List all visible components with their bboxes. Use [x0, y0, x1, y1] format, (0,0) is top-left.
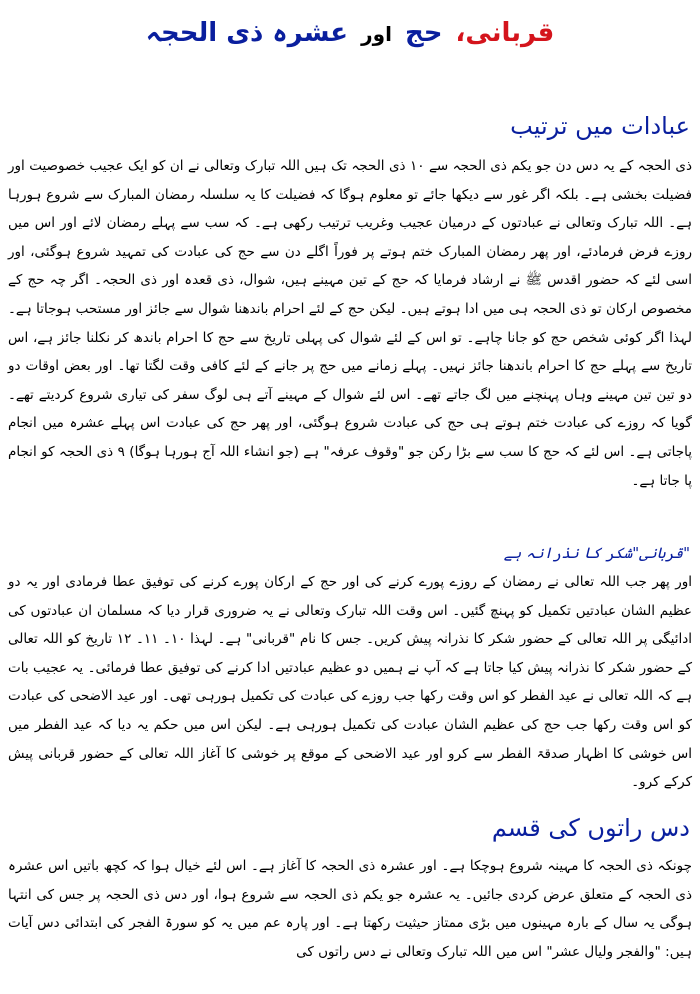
title-part-and: اور: [361, 22, 392, 46]
section-body-ibadat: ذی الحجہ کے یہ دس دن جو یکم ذی الحجہ سے ۱۰ ذی الحجہ تک ہیں اللہ تبارک وتعالی نے ان کو ایک عجیب خصوصیت اور فضیلت بخشی ہے۔ بلکہ اگر غور سے دیکھا جائے تو معلوم ہوگا کہ فضیلت کا یہ سلسلہ رمضان المبارک سے شروع ہورہا ہے۔ اللہ تبارک وتعالی نے عبادتوں کے درمیان عجیب وغریب ترتیب رکھی ہے۔ کہ سب سے پہلے رمضان لائے اور اس میں روزے فرض فرمادئے، اور پھر رمضان المبارک ختم ہوتے پر فوراً اگلے دن سے حج کی عبادت کی تمہید شروع ہوگئی، اور اسی لئے کہ حضور اقدس ﷺ نے ارشاد فرمایا کہ حج کے تین مہینے ہیں، شوال، ذی قعدہ اور ذی الحجہ۔ اگر چہ حج کے مخصوص ارکان تو ذی الحجہ ہی میں ادا ہوتے ہیں۔ لیکن حج کے لئے احرام باندھنا شوال سے جائز اور مستحب ہوجاتا ہے۔ لہذا اگر کوئی شخص حج کو جانا چاہے۔ تو اس کے لئے شوال کی پہلی تاریخ سے حج کا احرام باندھ کر نکلنا جائز ہے، اس تاریخ سے پہلے حج کا احرام باندھنا جائز نہیں۔ پہلے زمانے میں حج پر جانے کے لئے کافی وقت لگتا تھا۔ اور بعض اوقات دو دو تین تین مہینے وہاں پہنچنے میں لگ جاتے تھے۔ اس لئے شوال کے مہینے آتے ہی لوگ سفر کی تیاری شروع کردیتے تھے۔ گویا کہ روزے کی عبادت ختم ہوتے ہی حج کی عبادت شروع ہوگئی، اور پھر حج کی عبادت اس پہلے عشرہ میں انجام پاجاتی ہے۔ اس لئے کہ حج کا سب سے بڑا رکن جو "وقوف عرفہ" ہے (جو انشاء اللہ آج ہورہا ہوگا) ۹ ذی الحجہ کو انجام پا جاتا ہے۔: [8, 158, 693, 489]
page-title: [0, 18, 700, 48]
title-part-ashra: عشرہ ذی الحجہ: [145, 18, 349, 48]
title-part-qurbani: قربانی،: [455, 18, 555, 48]
section-body-das-raaten: چونکہ ذی الحجہ کا مہینہ شروع ہوچکا ہے۔ اور عشرہ ذی الحجہ کا آغاز ہے۔ اس لئے خیال ہوا کہ کچھ باتیں اس عشرہ ذی الحجہ کے متعلق عرض کردی جائیں۔ یہ عشرہ جو یکم ذی الحجہ سے شروع ہوا، اور دس ذی الحجہ پر جس کی انتہا ہوگی یہ سال کے بارہ مہینوں میں بڑی ممتاز حیثیت رکھتا ہے۔ اور پارہ عم میں یہ کو سورۃ الفجر کی ابتدائی دس آیات ہیں: "والفجر ولیال عشر" اس میں اللہ تبارک وتعالی نے دس راتوں کی: [8, 858, 692, 960]
section-body-qurbani: اور پھر جب اللہ تعالی نے رمضان کے روزے پورے کرنے کی اور حج کے ارکان پورے کرنے کی توفیق عطا فرمادی اور یہ دو عظیم الشان عبادتیں تکمیل کو پہنچ گئیں۔ اس وقت اللہ تبارک وتعالی نے یہ ضروری قرار دیا کہ مسلمان ان عبادتوں کی ادائیگی پر اللہ تعالی کے حضور شکر کا نذرانہ پیش کریں۔ جس کا نام "قربانی" ہے۔ لہذا ۱۰۔ ۱۱۔ ۱۲ تاریخ کو اللہ تعالی کے حضور شکر کا نذرانہ پیش کیا جاتا ہے کہ آپ نے ہمیں دو عظیم عبادتیں ادا کرنے کی توفیق عطا فرمائی۔ یہ عجیب بات ہے کہ اللہ تعالی نے عید الفطر کو اس وقت رکھا جب روزے کی عبادت کی تکمیل ہورہی تھی۔ اور عید الاضحی کی عبادت کو اس وقت رکھا جب حج کی عظیم الشان عبادت کی تکمیل ہورہی ہے۔ لیکن اس میں حکم یہ دیا کہ عید الفطر میں اس خوشی کا اظہار صدقۃ الفطر سے کرو اور عید الاضحی کے موقع پر خوشی کا آغاز اللہ تعالی کے حضور قربانی پیش کرکے کرو۔: [8, 574, 693, 791]
section-heading-qurbani: "قربانی"شکر کا نذرانہ ہے: [503, 544, 690, 562]
section-heading-ibadat: عبادات میں ترتیب: [510, 112, 690, 140]
title-part-hajj: حج: [405, 18, 443, 48]
section-heading-das-raaten: دس راتوں کی قسم: [491, 814, 690, 842]
